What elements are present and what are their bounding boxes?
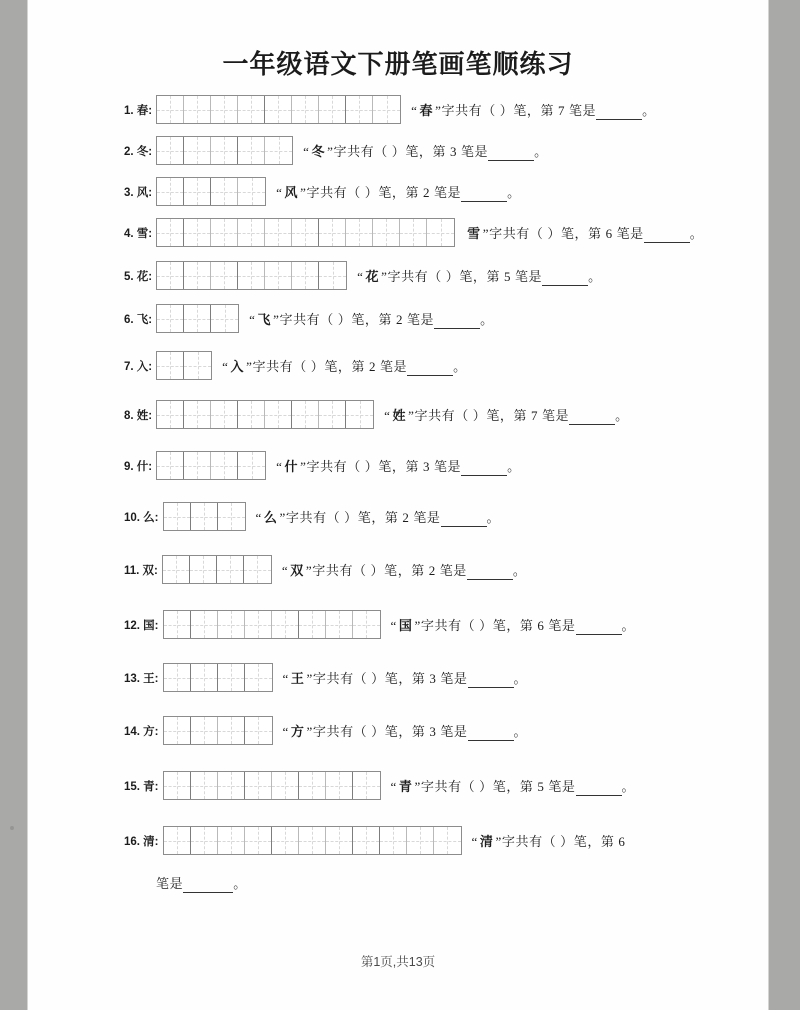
quote-open: “ (384, 407, 391, 423)
grid-cell[interactable] (400, 219, 427, 246)
exercise-label: 7. 入: (124, 360, 153, 373)
question-tail: 笔是 (612, 225, 644, 241)
writing-grid[interactable] (156, 261, 347, 290)
quote-open: “ (411, 102, 418, 118)
quote-open: “ (249, 311, 256, 327)
period: 。 (621, 778, 636, 794)
grid-cell[interactable] (191, 664, 218, 691)
exercise-label: 10. 么: (124, 511, 159, 524)
grid-cell[interactable] (265, 137, 292, 164)
exercise-row (28, 663, 768, 692)
answer-blank[interactable] (441, 510, 487, 527)
exercise-question (293, 141, 548, 161)
stroke-number: 3 (429, 670, 437, 686)
grid-cell[interactable] (346, 96, 373, 123)
question-tail: 笔是 (430, 458, 462, 474)
grid-cell[interactable] (265, 401, 292, 428)
quote-open: “ (282, 670, 289, 686)
answer-blank[interactable] (407, 359, 453, 376)
question-tail: 笔是 (376, 358, 408, 374)
grid-cell[interactable] (407, 827, 434, 854)
grid-cell[interactable] (218, 772, 245, 799)
exercise-question (381, 776, 636, 796)
quote-open: “ (276, 184, 283, 200)
exercise-question (381, 615, 636, 635)
question-text: ”字共有（ ）笔，第 (306, 723, 430, 739)
exercise-question (272, 560, 527, 580)
grid-cell[interactable] (218, 717, 245, 744)
period: 。 (642, 102, 656, 118)
exercise-question (212, 356, 467, 376)
question-text: ”字共有（ ）笔，第 (305, 562, 429, 578)
grid-cell[interactable] (245, 772, 272, 799)
grid-cell[interactable] (191, 717, 218, 744)
grid-cell[interactable] (184, 352, 211, 379)
writing-grid[interactable] (162, 555, 272, 584)
stroke-number: 5 (537, 778, 545, 794)
exercise-row (28, 351, 768, 380)
exercise-list (28, 95, 768, 893)
exercise-question (455, 223, 703, 243)
grid-cell[interactable] (218, 664, 245, 691)
target-character: 入 (230, 358, 245, 374)
stroke-number: 3 (422, 458, 431, 474)
grid-cell[interactable] (427, 219, 454, 246)
question-text: ”字共有（ ）笔，第 (408, 407, 531, 423)
grid-cell[interactable] (245, 717, 272, 744)
exercise-label: 14. 方: (124, 725, 159, 738)
period: 。 (621, 617, 636, 633)
question-text: ”字共有（ ）笔，第 (414, 778, 538, 794)
grid-cell[interactable] (184, 96, 211, 123)
exercise-label: 11. 双: (124, 564, 158, 577)
page-footer: 第1页,共13页 (360, 955, 436, 969)
grid-cell[interactable] (184, 401, 211, 428)
period: 。 (588, 268, 602, 284)
stroke-number: 7 (557, 102, 566, 118)
exercise-question (266, 456, 521, 476)
grid-cell[interactable] (238, 401, 265, 428)
question-text: ”字共有（ ）笔，第 (279, 509, 403, 525)
grid-cell[interactable] (238, 219, 265, 246)
exercise-row (28, 400, 768, 429)
grid-cell[interactable] (380, 827, 407, 854)
grid-cell[interactable] (299, 772, 326, 799)
exercise-label: 13. 王: (124, 672, 159, 685)
grid-cell[interactable] (238, 452, 265, 479)
answer-blank[interactable] (461, 459, 507, 476)
exercise-row (28, 136, 768, 165)
answer-blank[interactable] (468, 671, 514, 688)
writing-grid[interactable] (163, 826, 462, 855)
exercise-row (28, 826, 768, 855)
exercise-row (28, 610, 768, 639)
grid-cell[interactable] (292, 219, 319, 246)
answer-blank[interactable] (542, 269, 588, 286)
exercise-label: 8. 姓: (124, 409, 153, 422)
grid-cell[interactable] (272, 772, 299, 799)
stroke-number: 2 (368, 358, 377, 374)
question-continuation (28, 873, 768, 893)
answer-blank[interactable] (644, 226, 690, 243)
grid-cell[interactable] (244, 556, 271, 583)
grid-cell[interactable] (265, 262, 292, 289)
question-text: ”字共有（ ）笔，第 (300, 184, 423, 200)
stroke-number: 3 (429, 723, 437, 739)
target-character: 飞 (257, 311, 272, 327)
quote-open: “ (222, 358, 229, 374)
answer-blank[interactable] (467, 563, 513, 580)
grid-cell[interactable] (191, 827, 218, 854)
grid-cell[interactable] (326, 611, 353, 638)
writing-grid[interactable] (156, 136, 293, 165)
answer-blank[interactable] (569, 408, 615, 425)
target-character: 姓 (392, 407, 407, 423)
grid-cell[interactable] (211, 452, 238, 479)
grid-cell[interactable] (218, 827, 245, 854)
exercise-label: 9. 什: (124, 460, 153, 473)
grid-cell[interactable] (211, 401, 238, 428)
question-text: ”字共有（ ）笔，第 (414, 617, 538, 633)
scan-artifact-dot (10, 826, 14, 830)
exercise-row (28, 502, 768, 531)
grid-cell[interactable] (218, 503, 245, 530)
exercise-label: 2. 冬: (124, 145, 153, 158)
grid-cell[interactable] (164, 772, 191, 799)
period: 。 (615, 407, 629, 423)
period: 。 (453, 358, 467, 374)
stroke-number: 7 (530, 407, 539, 423)
answer-blank[interactable] (461, 185, 507, 202)
grid-cell[interactable] (157, 352, 184, 379)
exercise-row (28, 261, 768, 290)
grid-cell[interactable] (164, 611, 191, 638)
period: 。 (233, 876, 247, 891)
grid-cell[interactable] (211, 219, 238, 246)
answer-blank[interactable] (596, 103, 642, 120)
question-tail: 笔是 (538, 407, 570, 423)
question-tail: 笔是 (430, 184, 462, 200)
stroke-number: 2 (428, 562, 436, 578)
grid-cell[interactable] (164, 503, 191, 530)
grid-cell[interactable] (319, 96, 346, 123)
grid-cell[interactable] (373, 96, 400, 123)
grid-cell[interactable] (211, 137, 238, 164)
writing-grid[interactable] (163, 771, 381, 800)
writing-grid[interactable] (156, 351, 212, 380)
grid-cell[interactable] (265, 219, 292, 246)
target-character: 清 (479, 834, 494, 849)
grid-cell[interactable] (319, 262, 346, 289)
period: 。 (512, 562, 527, 578)
grid-cell[interactable] (164, 827, 191, 854)
exercise-label: 5. 花: (124, 270, 153, 283)
period: 。 (507, 458, 521, 474)
grid-cell[interactable] (211, 96, 238, 123)
question-tail: 笔是 (457, 143, 489, 159)
question-tail: 笔是 (565, 102, 597, 118)
target-character: 风 (284, 184, 299, 200)
stroke-number: 5 (503, 268, 512, 284)
quote-open: “ (281, 562, 289, 578)
answer-blank[interactable] (488, 144, 534, 161)
question-tail: 笔是 (436, 723, 468, 739)
grid-cell[interactable] (319, 219, 346, 246)
grid-cell[interactable] (184, 219, 211, 246)
grid-cell[interactable] (326, 772, 353, 799)
writing-grid[interactable] (156, 95, 401, 124)
grid-cell[interactable] (292, 262, 319, 289)
grid-cell[interactable] (211, 305, 238, 332)
grid-cell[interactable] (319, 401, 346, 428)
writing-grid[interactable] (163, 716, 273, 745)
exercise-question (246, 507, 501, 527)
target-character: 春 (419, 102, 434, 118)
writing-grid[interactable] (163, 663, 273, 692)
grid-cell[interactable] (164, 717, 191, 744)
exercise-row (28, 95, 768, 124)
grid-cell[interactable] (211, 178, 238, 205)
writing-grid[interactable] (156, 451, 266, 480)
exercise-row (28, 771, 768, 800)
grid-cell[interactable] (353, 772, 380, 799)
answer-blank[interactable] (183, 876, 233, 893)
grid-cell[interactable] (157, 262, 184, 289)
question-tail: 笔是 (544, 617, 576, 633)
grid-cell[interactable] (157, 452, 184, 479)
continuation-text: 笔是 (156, 876, 184, 891)
exercise-question (266, 182, 521, 202)
exercise-row (28, 716, 768, 745)
period: 。 (507, 184, 521, 200)
grid-cell[interactable] (245, 827, 272, 854)
period: 。 (486, 509, 501, 525)
question-tail: 笔是 (409, 509, 441, 525)
answer-blank[interactable] (576, 618, 622, 635)
grid-cell[interactable] (346, 219, 373, 246)
target-character: 冬 (311, 143, 326, 159)
exercise-question (273, 668, 528, 688)
stroke-number: 6 (618, 834, 626, 849)
period: 。 (480, 311, 494, 327)
exercise-row (28, 304, 768, 333)
exercise-label: 6. 飞: (124, 313, 153, 326)
stroke-number: 6 (537, 617, 545, 633)
quote-open: “ (282, 723, 289, 739)
grid-cell[interactable] (163, 556, 190, 583)
grid-cell[interactable] (157, 305, 184, 332)
grid-cell[interactable] (184, 262, 211, 289)
grid-cell[interactable] (326, 827, 353, 854)
question-text: ”字共有（ ）笔，第 (381, 268, 504, 284)
question-tail: 笔是 (403, 311, 435, 327)
exercise-row (28, 177, 768, 206)
writing-grid[interactable] (156, 400, 374, 429)
question-text: ”字共有（ ）笔，第 (482, 225, 606, 241)
grid-cell[interactable] (157, 96, 184, 123)
question-text: ”字共有（ ）笔，第 (246, 358, 369, 374)
question-tail: 笔是 (436, 670, 468, 686)
stroke-number: 2 (402, 509, 410, 525)
exercise-label: 12. 国: (124, 619, 159, 632)
grid-cell[interactable] (245, 664, 272, 691)
grid-cell[interactable] (265, 96, 292, 123)
grid-cell[interactable] (184, 452, 211, 479)
grid-cell[interactable] (190, 556, 217, 583)
grid-cell[interactable] (373, 219, 400, 246)
question-tail: 笔是 (511, 268, 543, 284)
stroke-number: 2 (395, 311, 404, 327)
grid-cell[interactable] (164, 664, 191, 691)
stroke-number: 6 (605, 225, 613, 241)
stroke-number: 2 (422, 184, 431, 200)
exercise-question (347, 266, 602, 286)
grid-cell[interactable] (184, 178, 211, 205)
grid-cell[interactable] (299, 611, 326, 638)
exercise-row (28, 218, 768, 247)
exercise-row (28, 555, 768, 584)
question-text: ”字共有（ ）笔，第 (300, 458, 423, 474)
exercise-question (239, 309, 494, 329)
grid-cell[interactable] (157, 401, 184, 428)
grid-cell[interactable] (191, 772, 218, 799)
grid-cell[interactable] (292, 96, 319, 123)
target-character: 雪 (467, 225, 481, 241)
grid-cell[interactable] (353, 827, 380, 854)
exercise-row (28, 451, 768, 480)
grid-cell[interactable] (238, 262, 265, 289)
grid-cell[interactable] (211, 262, 238, 289)
exercise-label: 3. 风: (124, 186, 153, 199)
grid-cell[interactable] (299, 827, 326, 854)
question-text: ”字共有（ ）笔，第 (435, 102, 558, 118)
grid-cell[interactable] (157, 219, 184, 246)
question-tail: 笔是 (544, 778, 576, 794)
worksheet-sheet (28, 0, 768, 1010)
grid-cell[interactable] (353, 611, 380, 638)
quote-open: “ (303, 143, 310, 159)
period: 。 (513, 723, 528, 739)
target-character: 青 (398, 778, 413, 794)
writing-grid[interactable] (163, 502, 246, 531)
target-character: 什 (284, 458, 299, 474)
stroke-number: 3 (449, 143, 458, 159)
writing-grid[interactable] (156, 218, 455, 247)
quote-open: “ (276, 458, 283, 474)
quote-open: “ (471, 834, 478, 849)
answer-blank[interactable] (434, 312, 480, 329)
writing-grid[interactable] (156, 177, 266, 206)
grid-cell[interactable] (238, 137, 265, 164)
period: 。 (534, 143, 548, 159)
writing-grid[interactable] (156, 304, 239, 333)
quote-open: “ (390, 778, 397, 794)
quote-open: “ (357, 268, 364, 284)
grid-cell[interactable] (157, 137, 184, 164)
grid-cell[interactable] (238, 96, 265, 123)
answer-blank[interactable] (468, 724, 514, 741)
question-text: ”字共有（ ）笔，第 (273, 311, 396, 327)
exercise-question (462, 831, 626, 850)
grid-cell[interactable] (238, 178, 265, 205)
page-title: 一年级语文下册笔画笔顺练习 (222, 49, 574, 79)
period: 。 (689, 225, 704, 241)
target-character: 方 (290, 723, 305, 739)
grid-cell[interactable] (184, 137, 211, 164)
grid-cell[interactable] (217, 556, 244, 583)
answer-blank[interactable] (576, 779, 622, 796)
grid-cell[interactable] (191, 503, 218, 530)
quote-open: “ (390, 617, 397, 633)
question-text: ”字共有（ ）笔，第 (495, 834, 619, 849)
period: 。 (513, 670, 528, 686)
grid-cell[interactable] (157, 178, 184, 205)
target-character: 双 (290, 562, 304, 578)
target-character: 么 (263, 509, 278, 525)
exercise-label: 4. 雪: (124, 227, 153, 240)
target-character: 花 (365, 268, 380, 284)
exercise-question (401, 100, 656, 120)
grid-cell[interactable] (245, 611, 272, 638)
grid-cell[interactable] (434, 827, 461, 854)
exercise-label: 1. 春: (124, 104, 153, 117)
target-character: 王 (290, 670, 305, 686)
quote-open: “ (255, 509, 262, 525)
grid-cell[interactable] (272, 611, 299, 638)
exercise-question (273, 721, 528, 741)
target-character: 国 (398, 617, 413, 633)
grid-cell[interactable] (346, 401, 373, 428)
writing-grid[interactable] (163, 610, 381, 639)
grid-cell[interactable] (218, 611, 245, 638)
grid-cell[interactable] (292, 401, 319, 428)
grid-cell[interactable] (272, 827, 299, 854)
question-text: ”字共有（ ）笔，第 (306, 670, 430, 686)
exercise-label: 15. 青: (124, 780, 159, 793)
question-tail: 笔是 (435, 562, 467, 578)
question-text: ”字共有（ ）笔，第 (327, 143, 450, 159)
grid-cell[interactable] (184, 305, 211, 332)
exercise-label: 16. 清: (124, 835, 159, 848)
exercise-question (374, 405, 629, 425)
grid-cell[interactable] (191, 611, 218, 638)
